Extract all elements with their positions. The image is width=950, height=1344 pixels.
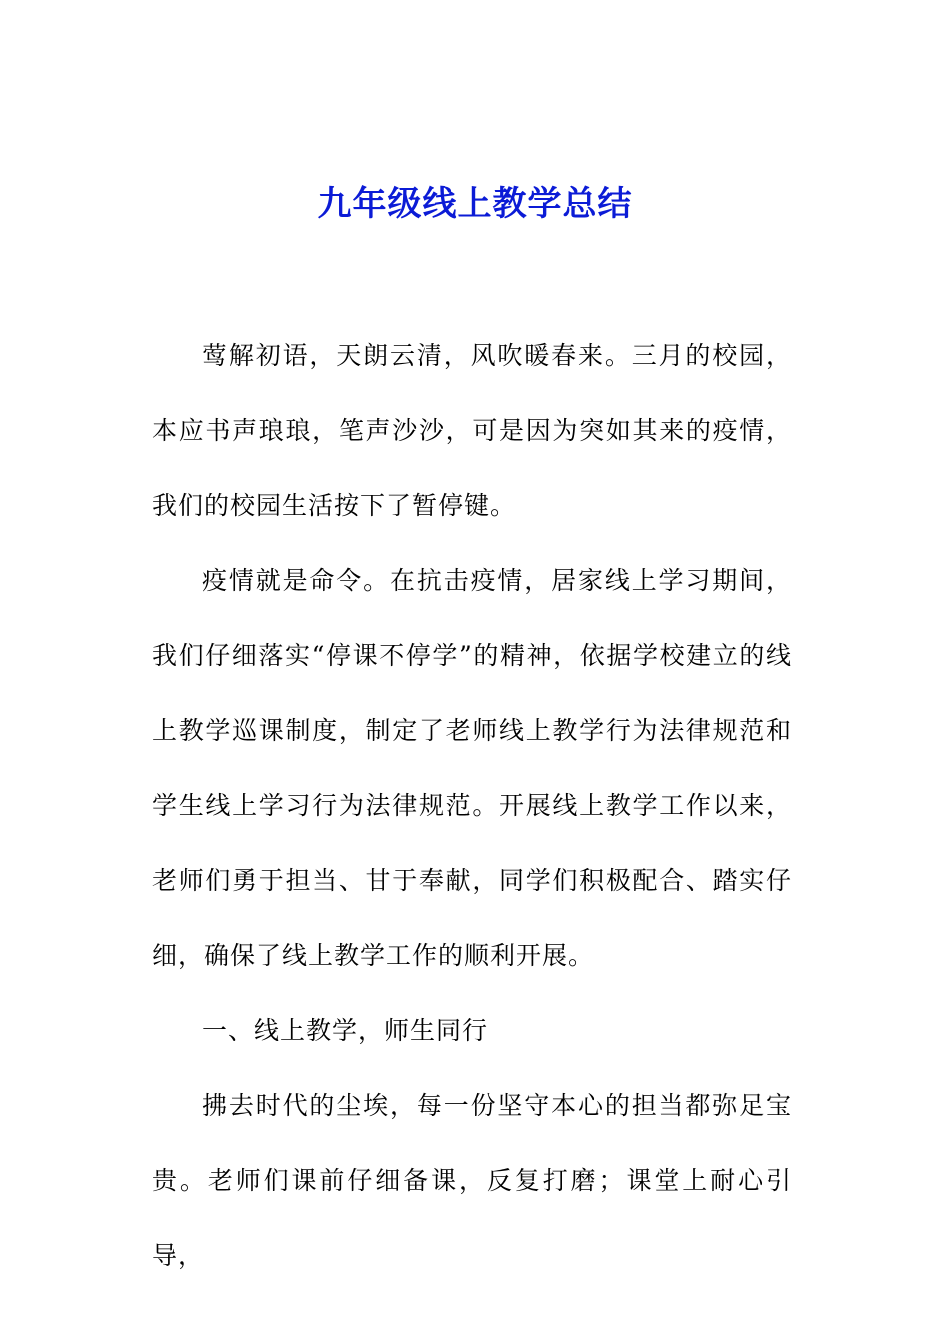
document-body [152,318,792,1293]
paragraph-epidemic: 疫情就是命令。在抗击疫情，居家线上学习期间，我们仔细落实“停课不停学”的精神，依据学校建立的线上教学巡课制度，制定了老师线上教学行为法律规范和学生线上学习行为法律规范。开展线上教学工作以来，老师们勇于担当、甘于奉献，同学们积极配合、踏实仔细，确保了线上教学工作的顺利开展。 [152,566,792,970]
paragraph-teachers: 拂去时代的尘埃，每一份坚守本心的担当都弥足宝贵。老师们课前仔细备课，反复打磨；课堂上耐心引导， [152,1091,792,1270]
paragraph-intro: 莺解初语，天朗云清，风吹暖春来。三月的校园，本应书声琅琅，笔声沙沙，可是因为突如其来的疫情，我们的校园生活按下了暂停键。 [152,341,792,520]
document-title: 九年级线上教学总结 [317,184,633,224]
section-heading-1: 一、线上教学，师生同行 [202,1016,489,1045]
